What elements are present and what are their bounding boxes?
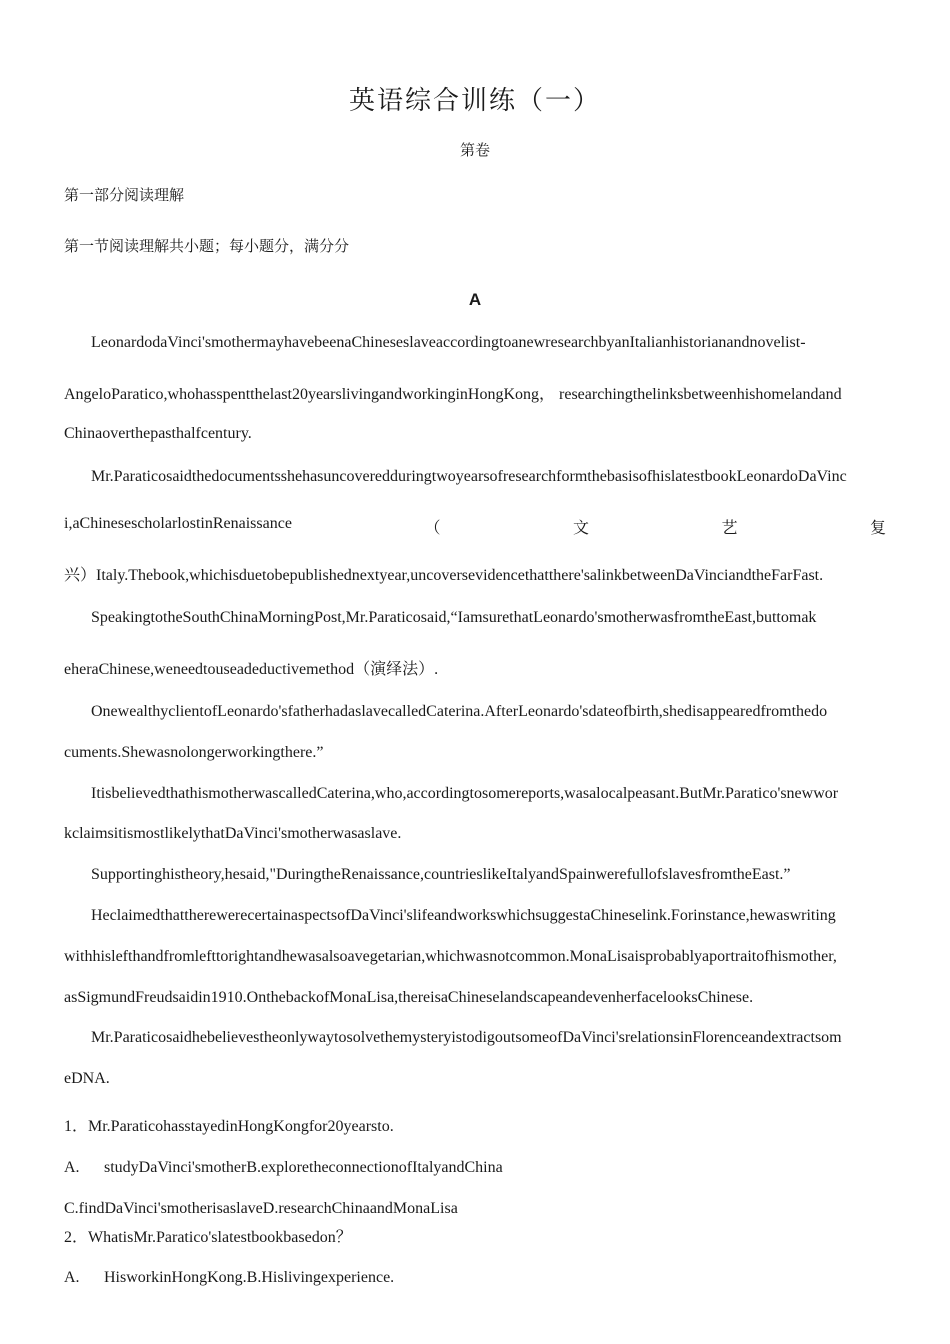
passage-fragment: i,aChinesescholarlostinRenaissance	[64, 515, 292, 532]
passage-line-justified	[64, 515, 886, 538]
question-2: 2．WhatisMr.Paratico'slatestbookbasedon？	[64, 1229, 352, 1246]
passage-line: Chinaoverthepasthalfcentury.	[64, 425, 252, 442]
question-2-options-ab: HisworkinHongKong.B.Hislivingexperience.	[104, 1269, 395, 1286]
passage-line: eDNA.	[64, 1070, 110, 1087]
passage-line: asSigmundFreudsaidin1910.OnthebackofMonaLisa,thereisaChineselandscapeandevenherfacelooksChinese.	[64, 989, 754, 1006]
passage-line: eheraChinese,weneedtouseadeductivemethod（演绎法）.	[64, 661, 439, 678]
passage-line: ItisbelievedthathismotherwascalledCaterina,who,accordingtosomereports,wasalocalpeasant.ButMr.Paratico'snewwor	[91, 785, 839, 802]
question-2-option-a-label: A.	[64, 1269, 80, 1286]
passage-line: LeonardodaVinci'smothermayhavebeenaChineseslaveaccordingtoanewresearchbyanItalianhistorianandnovelist-	[91, 334, 806, 351]
passage-line: Supportinghistheory,hesaid,"DuringtheRenaissance,countrieslikeItalyandSpainwerefullofslavesfromtheEast.”	[91, 866, 791, 883]
passage-line: Mr.ParaticosaidhebelievestheonlywaytosolvethemysteryistodigoutsomeofDaVinci'srelationsinFlorenceandextractsom	[91, 1029, 842, 1046]
passage-line: Mr.ParaticosaidthedocumentsshehasuncoveredduringtwoyearsofresearchformthebasisofhislatestbookLeonardoDaVinc	[91, 468, 847, 485]
passage-label: A	[468, 290, 482, 309]
passage-line: kclaimsitismostlikelythatDaVinci'smotherwasaslave.	[64, 825, 402, 842]
volume-label: 第卷	[459, 141, 490, 159]
passage-line: HeclaimedthattherewerecertainaspectsofDaVinci'slifeandworkswhichsuggestaChineselink.Forinstance,hewaswriting	[91, 907, 836, 924]
part-heading: 第一部分阅读理解	[64, 186, 185, 204]
passage-fragment: 复	[869, 520, 886, 537]
passage-line: AngeloParatico,whohasspentthelast20yearslivingandworkinginHongKong， researchingthelinksbetweenhishomelandand	[64, 386, 842, 403]
passage-fragment: 文	[572, 520, 589, 537]
passage-line: SpeakingtotheSouthChinaMorningPost,Mr.Paraticosaid,“IamsurethatLeonardo'smotherwasfromtheEast,buttomak	[91, 609, 817, 626]
page-title: 英语综合训练（一）	[348, 86, 601, 116]
passage-fragment: 艺	[721, 520, 738, 537]
passage-fragment: （	[424, 520, 441, 537]
question-1-option-a-label: A.	[64, 1159, 80, 1176]
question-1-options-cd: C.findDaVinci'smotherisaslaveD.researchChinaandMonaLisa	[64, 1200, 458, 1217]
question-1-options-ab: studyDaVinci'smotherB.exploretheconnectionofItalyandChina	[104, 1159, 503, 1176]
passage-line: withhislefthandfromlefttorightandhewasalsoavegetarian,whichwasnotcommon.MonaLisaisprobablyaportraitofhismother,	[64, 948, 837, 965]
question-1: 1．Mr.ParaticohasstayedinHongKongfor20yearsto.	[64, 1118, 394, 1135]
passage-line: OnewealthyclientofLeonardo'sfatherhadaslavecalledCaterina.AfterLeonardo'sdateofbirth,shedisappearedfromthedo	[91, 703, 828, 720]
passage-line: cuments.Shewasnolongerworkingthere.”	[64, 744, 324, 761]
passage-line: 兴）Italy.Thebook,whichisduetobepublishednextyear,uncoversevidencethatthere'salinkbetweenDaVinciandtheFarFast.	[64, 567, 824, 584]
section-heading: 第一节阅读理解共小题；每小题分，满分分	[64, 237, 350, 255]
